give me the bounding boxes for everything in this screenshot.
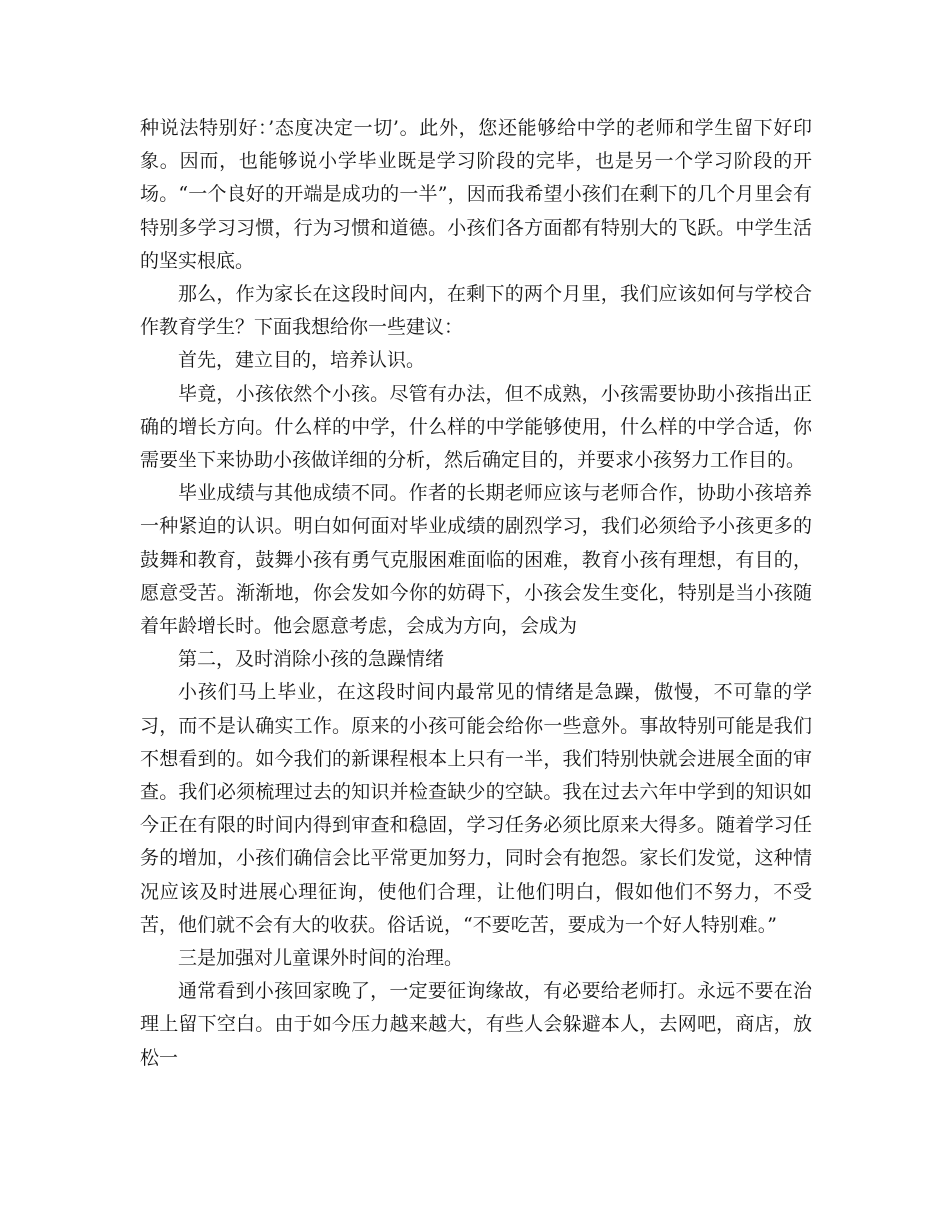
document-body xyxy=(140,112,812,1075)
paragraph-3: 首先，建立目的，培养认识。 xyxy=(178,349,426,372)
paragraph-4: 毕竟，小孩依然个小孩。尽管有办法，但不成熟，小孩需要协助小孩指出正确的增长方向。什么样的中学，什么样的中学能够使用，什么样的中学合适，你需要坐下来协助小孩做详细的分析，然后确定目的，并要求小孩努力工作目的。 xyxy=(140,382,812,472)
paragraph-8: 三是加强对儿童课外时间的治理。 xyxy=(178,947,464,970)
paragraph-2: 那么，作为家长在这段时间内，在剩下的两个月里，我们应该如何与学校合作教育学生？下面我想给你一些建议： xyxy=(140,283,812,339)
paragraph-5: 毕业成绩与其他成绩不同。作者的长期老师应该与老师合作，协助小孩培养一种紧迫的认识。明白如何面对毕业成绩的剧烈学习，我们必须给予小孩更多的鼓舞和教育，鼓舞小孩有勇气克服困难面临的困难，教育小孩有理想，有目的，愿意受苦。渐渐地，你会发如今你的妨碍下，小孩会发生变化，特别是当小孩随着年龄增长时。他会愿意考虑，会成为方向，会成为 xyxy=(140,482,812,638)
paragraph-1: 种说法特别好：’态度决定一切’。此外，您还能够给中学的老师和学生留下好印象。因而，也能够说小学毕业既是学习阶段的完毕，也是另一个学习阶段的开场。“一个良好的开端是成功的一半”，因而我希望小孩们在剩下的几个月里会有特别多学习习惯，行为习惯和道德。小孩们各方面都有特别大的飞跃。中学生活的坚实根底。 xyxy=(140,117,812,272)
paragraph-9: 通常看到小孩回家晚了，一定要征询缘故，有必要给老师打。永远不要在治理上留下空白。由于如今压力越来越大，有些人会躲避本人，去网吧，商店，放松一 xyxy=(140,980,812,1069)
paragraph-7: 小孩们马上毕业，在这段时间内最常见的情绪是急躁，傲慢，不可靠的学习，而不是认确实工作。原来的小孩可能会给你一些意外。事故特别可能是我们不想看到的。如今我们的新课程根本上只有一半，我们特别快就会进展全面的审查。我们必须梳理过去的知识并检查缺少的空缺。我在过去六年中学到的知识如今正在有限的时间内得到审查和稳固，学习任务必须比原来大得多。随着学习任务的增加，小孩们确信会比平常更加努力，同时会有抱怨。家长们发觉，这种情况应该及时进展心理征询，使他们合理，让他们明白，假如他们不努力，不受苦，他们就不会有大的收获。俗话说，“不要吃苦，要成为一个好人特别难。” xyxy=(140,681,812,936)
paragraph-6: 第二，及时消除小孩的急躁情绪 xyxy=(178,648,445,671)
